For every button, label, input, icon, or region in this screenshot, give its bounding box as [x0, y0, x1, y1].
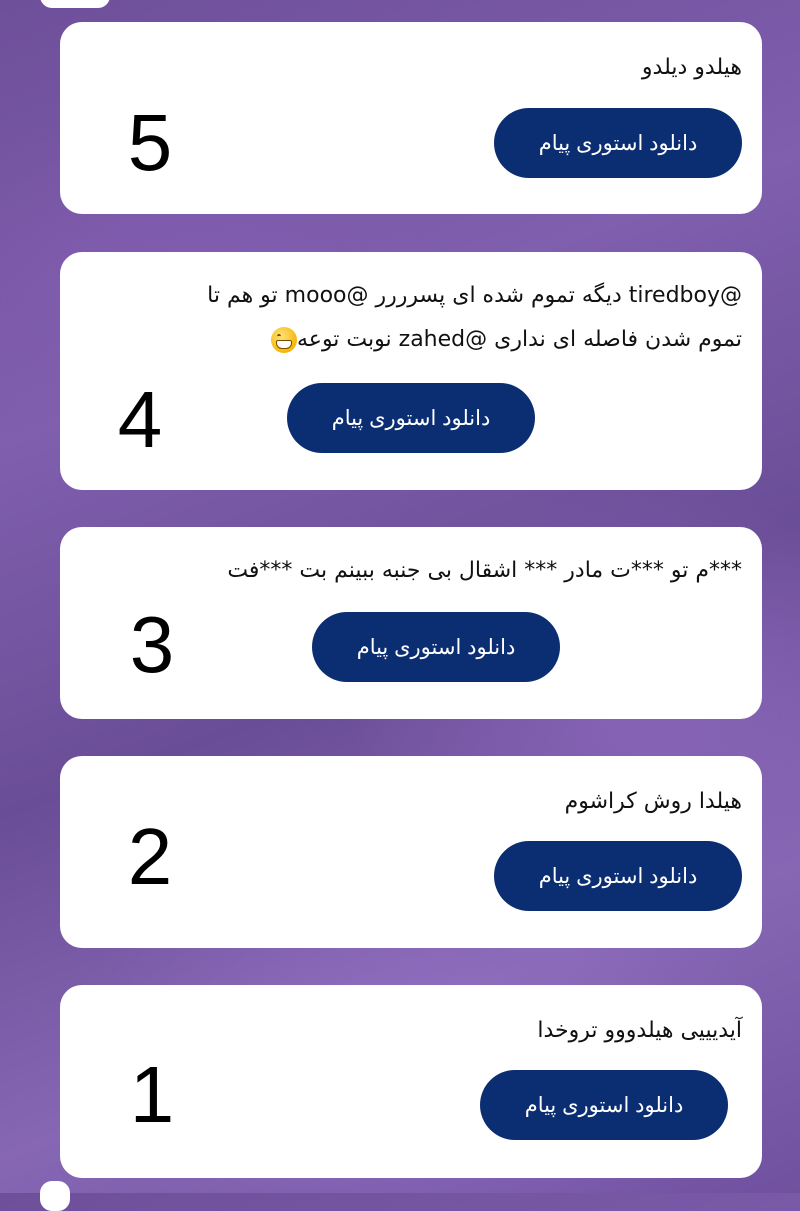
message-line: @tiredboy دیگه تموم شده ای پسرررر @mooo تو هم تا — [207, 283, 742, 308]
message-line-with-emoji — [82, 318, 742, 362]
message-text — [642, 46, 742, 90]
download-story-button[interactable]: دانلود استوری پیام — [480, 1070, 728, 1140]
message-text — [227, 549, 742, 593]
download-story-button[interactable]: دانلود استوری پیام — [287, 383, 535, 453]
message-card-4 — [60, 252, 762, 490]
message-line: ***م تو ***ت مادر *** اشقال بی جنبه ببینم بت ***فت — [227, 558, 742, 583]
rank-number: 5 — [127, 98, 173, 187]
rank-number: 2 — [127, 812, 173, 901]
message-line: هیلدو دیلدو — [641, 55, 742, 80]
message-card-1 — [60, 985, 762, 1178]
previous-card-edge — [40, 0, 110, 8]
message-card-3 — [60, 527, 762, 719]
message-line: هیلدا روش کراشوم — [564, 789, 742, 814]
download-story-button[interactable]: دانلود استوری پیام — [494, 108, 742, 178]
download-story-button[interactable]: دانلود استوری پیام — [312, 612, 560, 682]
rank-number: 4 — [117, 375, 163, 464]
message-card-2 — [60, 756, 762, 948]
message-card-5 — [60, 22, 762, 214]
rank-number: 1 — [129, 1050, 175, 1139]
message-line: تموم شدن فاصله ای نداری @zahed نوبت توعه — [297, 327, 742, 352]
rank-number: 3 — [129, 600, 175, 689]
next-card-edge — [40, 1181, 70, 1211]
message-line: آیدیییی هیلدووو تروخدا — [537, 1018, 742, 1043]
message-text — [82, 274, 742, 362]
message-text — [565, 780, 742, 824]
message-text — [537, 1009, 742, 1053]
grinning-face-emoji-icon — [271, 327, 297, 353]
download-story-button[interactable]: دانلود استوری پیام — [494, 841, 742, 911]
